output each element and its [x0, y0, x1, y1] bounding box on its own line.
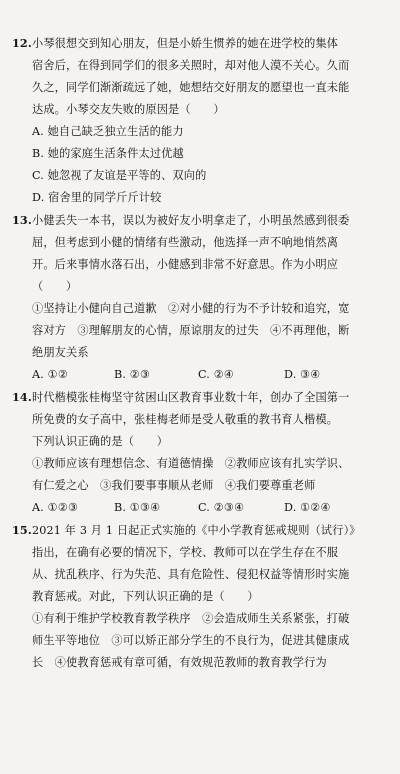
question-text-line: 教育惩戒。对此，下列认识正确的是（ ） [32, 590, 259, 603]
question-text-line: 指出，在确有必要的情况下，学校、教师可以在学生存在不服 [32, 546, 339, 559]
options-row [32, 502, 392, 513]
option-b: B. 她的家庭生活条件太过优越 [32, 147, 184, 160]
question-text-line: 时代楷模张桂梅坚守贫困山区教育事业数十年，创办了全国第一 [32, 391, 350, 404]
statement-line: 容对方 ③理解朋友的心情，原谅朋友的过失 ④不再理他，断 [32, 324, 350, 337]
statement-line: 有仁爱之心 ③我们要事事顺从老师 ④我们要尊重老师 [32, 479, 316, 492]
question-text-line: 达成。小琴交友失败的原因是（ ） [32, 103, 225, 116]
question-text-line: 从、扰乱秩序、行为失范、具有危险性、侵犯权益等情形时实施 [32, 568, 350, 581]
option-b: B. ②③ [114, 368, 151, 381]
option-c: C. ②④ [198, 368, 235, 381]
question-text-line: 所免费的女子高中，张桂梅老师是受人敬重的教书育人楷模。 [32, 413, 339, 426]
statement-line: 师生平等地位 ③可以矫正部分学生的不良行为，促进其健康成 [32, 634, 350, 647]
option-a: A. 她自己缺乏独立生活的能力 [32, 125, 184, 138]
question-text-line: （ ） [32, 280, 78, 293]
question-number: 13. [12, 213, 32, 227]
statement-line: ①教师应该有理想信念、有道德情操 ②教师应该有扎实学识、 [32, 457, 350, 470]
statement-line: ①坚持让小健向自己道歉 ②对小健的行为不予计较和追究，宽 [32, 302, 350, 315]
question-text-line: 宿舍后，在得到同学们的很多关照时，却对他人漠不关心。久而 [32, 59, 350, 72]
question-text-line: 小健丢失一本书，误以为被好友小明拿走了，小明虽然感到很委 [32, 214, 350, 227]
question-text-line: 久之，同学们渐渐疏远了她，她想结交好朋友的愿望也一直未能 [32, 81, 350, 94]
question-number: 14. [12, 390, 32, 404]
option-c: C. 她忽视了友谊是平等的、双向的 [32, 169, 207, 182]
option-a: A. ①②③ [32, 501, 79, 514]
question-number: 15. [12, 523, 32, 537]
options-row [32, 369, 392, 380]
question-text-line: 屈，但考虑到小健的情绪有些激动，他选择一声不响地悄然离 [32, 236, 339, 249]
statement-line: ①有利于维护学校教育教学秩序 ②会造成师生关系紧张，打破 [32, 612, 350, 625]
question-text-line: 下列认识正确的是（ ） [32, 435, 169, 448]
statement-line: 绝朋友关系 [32, 346, 89, 359]
option-a: A. ①② [32, 368, 69, 381]
option-b: B. ①③④ [114, 501, 161, 514]
option-d: D. ③④ [284, 368, 321, 381]
question-text-line: 小琴很想交到知心朋友，但是小娇生惯养的她在进学校的集体 [32, 37, 339, 50]
question-number: 12. [12, 36, 32, 50]
option-c: C. ②③④ [198, 501, 245, 514]
question-text-line: 2021 年 3 月 1 日起正式实施的《中小学教育惩戒规则（试行）》 [32, 524, 361, 537]
question-text-line: 开。后来事情水落石出，小健感到非常不好意思。作为小明应 [32, 258, 339, 271]
option-d: D. 宿舍里的同学斤斤计较 [32, 191, 162, 204]
statement-line: 长 ④使教育惩戒有章可循，有效规范教师的教育教学行为 [32, 656, 327, 669]
option-d: D. ①②④ [284, 501, 331, 514]
